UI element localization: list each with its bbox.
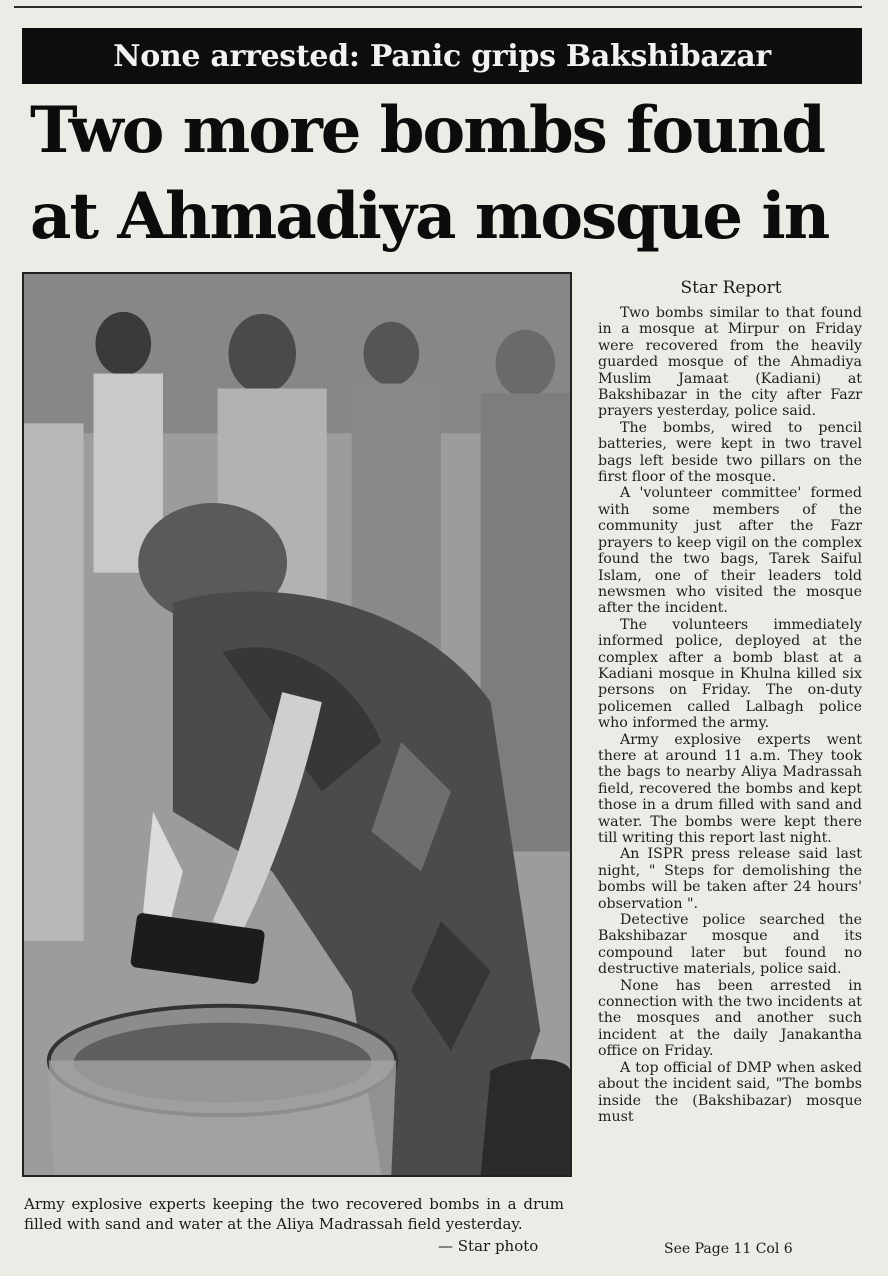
article-paragraph: An ISPR press release said last night, " Steps for demolishing the bombs will be taken after 24 hours' observation ". xyxy=(598,846,862,912)
article-paragraph: Army explosive experts went there at around 11 a.m. They took the bags to nearby Aliya Madrassah field, recovered the bombs and kept those in a drum filled with sand and water. The bombs were kept there till writing this report last night. xyxy=(598,731,862,846)
photo-illustration xyxy=(24,274,570,1175)
jump-line: See Page 11 Col 6 xyxy=(664,1241,793,1257)
photo-caption: Army explosive experts keeping the two recovered bombs in a drum filled with sand and water at the Aliya Madrassah field yesterday. xyxy=(24,1195,564,1233)
article-paragraph: None has been arrested in connection with the two incidents at the mosques and another such incident at the daily Janakantha office on Friday. xyxy=(598,977,862,1060)
article-body xyxy=(598,305,862,1125)
top-rule xyxy=(14,6,862,8)
article-paragraph: A 'volunteer committee' formed with some members of the community just after the Fazr prayers to keep vigil on the complex found the two bags, Tarek Saiful Islam, one of their leaders told newsmen who visited the mosque after the incident. xyxy=(598,485,862,617)
news-photo xyxy=(22,272,572,1177)
headline: Two more bombs found at Ahmadiya mosque in xyxy=(30,93,829,254)
article-paragraph: The volunteers immediately informed police, deployed at the complex after a bomb blast at a Kadiani mosque in Khulna killed six persons on Friday. The on-duty policemen called Lalbagh police who informed the army. xyxy=(598,616,862,732)
article-paragraph: A top official of DMP when asked about the incident said, "The bombs inside the (Bakshibazar) mosque must xyxy=(598,1059,862,1125)
article-paragraph: Detective police searched the Bakshibazar mosque and its compound later but found no destructive materials, police said. xyxy=(598,912,862,978)
article-paragraph: The bombs, wired to pencil batteries, were kept in two travel bags left beside two pillars on the first floor of the mosque. xyxy=(598,419,862,486)
photo-credit: — Star photo xyxy=(438,1237,539,1255)
byline: Star Report xyxy=(680,278,782,298)
article-paragraph: Two bombs similar to that found in a mosque at Mirpur on Friday were recovered from the heavily guarded mosque of the Ahmadiya Muslim Jamaat (Kadiani) at Bakshibazar in the city after Fazr prayers yesterday, police said. xyxy=(598,305,862,420)
kicker-banner: None arrested: Panic grips Bakshibazar xyxy=(22,28,862,84)
